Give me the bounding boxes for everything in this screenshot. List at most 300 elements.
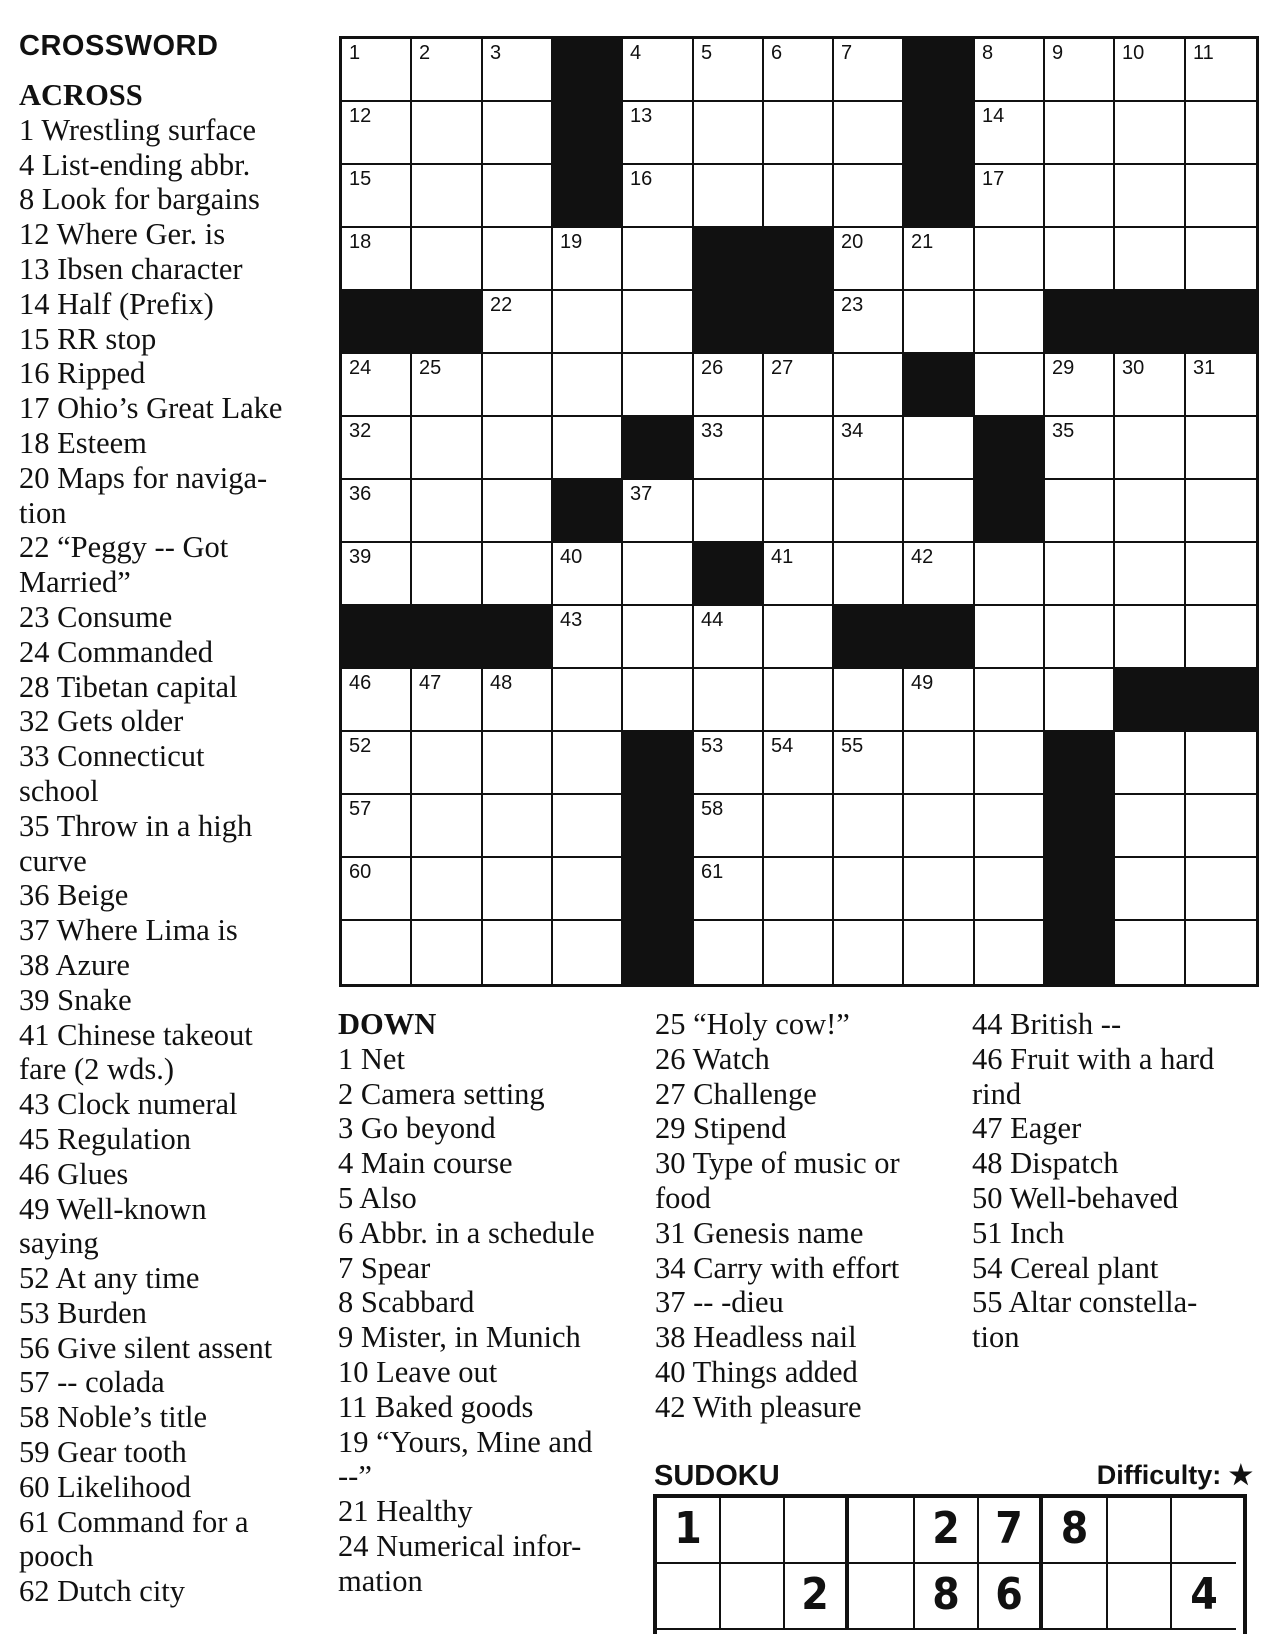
grid-cell[interactable]: [483, 858, 553, 921]
grid-cell[interactable]: [904, 228, 975, 291]
grid-cell[interactable]: [904, 795, 975, 858]
grid-block: [904, 606, 975, 669]
clue-number: 21: [911, 231, 934, 253]
grid-block: [1186, 291, 1256, 354]
grid-cell[interactable]: [412, 669, 483, 732]
sudoku-cell[interactable]: [849, 1498, 915, 1564]
grid-cell[interactable]: [975, 228, 1045, 291]
grid-cell[interactable]: [975, 732, 1045, 795]
grid-block: [975, 417, 1045, 480]
grid-cell[interactable]: [483, 39, 553, 102]
grid-cell[interactable]: [694, 606, 764, 669]
clue-line: 46 Fruit with a hard: [972, 1041, 1215, 1076]
grid-cell[interactable]: [553, 606, 623, 669]
clue-line: 21 Healthy: [338, 1494, 473, 1529]
clue-line: 9 Mister, in Munich: [338, 1320, 581, 1355]
grid-block: [623, 732, 694, 795]
grid-cell[interactable]: [483, 102, 553, 165]
grid-cell[interactable]: [1045, 606, 1115, 669]
grid-cell[interactable]: [764, 606, 834, 669]
grid-cell[interactable]: [553, 669, 623, 732]
grid-cell[interactable]: [694, 921, 764, 984]
grid-cell[interactable]: [483, 795, 553, 858]
grid-cell[interactable]: [694, 354, 764, 417]
grid-cell[interactable]: [904, 732, 975, 795]
grid-cell[interactable]: [834, 858, 904, 921]
grid-cell[interactable]: [834, 921, 904, 984]
clue-number: 60: [349, 861, 372, 883]
clue-line: curve: [19, 843, 87, 878]
grid-cell[interactable]: [412, 165, 483, 228]
grid-cell[interactable]: [483, 480, 553, 543]
grid-cell[interactable]: [834, 291, 904, 354]
grid-cell[interactable]: [623, 102, 694, 165]
across-clues: [19, 78, 299, 1609]
grid-cell[interactable]: [412, 921, 483, 984]
clue-number: 23: [841, 294, 864, 316]
clue-line: 24 Commanded: [19, 634, 213, 669]
grid-block: [1045, 732, 1115, 795]
clue-number: 12: [349, 105, 372, 127]
grid-cell[interactable]: [553, 732, 623, 795]
grid-cell[interactable]: [834, 165, 904, 228]
grid-cell[interactable]: [412, 354, 483, 417]
clue-number: 8: [982, 42, 994, 64]
grid-block: [1186, 669, 1256, 732]
grid-cell[interactable]: [342, 39, 412, 102]
grid-block: [904, 39, 975, 102]
clue-line: tion: [19, 495, 67, 530]
sudoku-cell[interactable]: [849, 1564, 915, 1630]
down-clues-col3: [972, 1007, 1262, 1355]
clue-number: 36: [349, 483, 372, 505]
clue-line: 8 Look for bargains: [19, 182, 260, 217]
clue-line: Married”: [19, 565, 131, 600]
grid-cell[interactable]: [694, 102, 764, 165]
grid-cell[interactable]: [623, 354, 694, 417]
grid-cell[interactable]: [694, 858, 764, 921]
clue-number: 18: [349, 231, 372, 253]
grid-cell[interactable]: [834, 102, 904, 165]
clue-line: 29 Stipend: [655, 1111, 787, 1146]
grid-cell[interactable]: [1115, 732, 1186, 795]
clue-number: 7: [841, 42, 853, 64]
sudoku-cell[interactable]: 2: [785, 1564, 849, 1630]
grid-cell[interactable]: [483, 354, 553, 417]
sudoku-cell[interactable]: [1043, 1564, 1108, 1630]
grid-cell[interactable]: [1186, 354, 1256, 417]
grid-block: [623, 417, 694, 480]
grid-cell[interactable]: [764, 39, 834, 102]
clue-number: 31: [1193, 357, 1216, 379]
clue-number: 5: [701, 42, 713, 64]
grid-cell[interactable]: [904, 480, 975, 543]
grid-cell[interactable]: [975, 606, 1045, 669]
grid-cell[interactable]: [623, 39, 694, 102]
grid-cell[interactable]: [342, 543, 412, 606]
grid-cell[interactable]: [342, 732, 412, 795]
grid-cell[interactable]: [553, 291, 623, 354]
grid-cell[interactable]: [412, 795, 483, 858]
clue-line: 38 Headless nail: [655, 1320, 857, 1355]
grid-cell[interactable]: [553, 858, 623, 921]
clue-line: 38 Azure: [19, 947, 130, 982]
grid-block: [412, 291, 483, 354]
across-heading: ACROSS: [19, 78, 143, 112]
grid-cell[interactable]: [1115, 228, 1186, 291]
grid-block: [694, 543, 764, 606]
clue-number: 19: [560, 231, 583, 253]
grid-block: [1045, 795, 1115, 858]
grid-block: [1115, 291, 1186, 354]
grid-cell[interactable]: [975, 354, 1045, 417]
grid-cell[interactable]: [1186, 165, 1256, 228]
down-heading: DOWN: [338, 1007, 437, 1041]
clue-number: 61: [701, 861, 724, 883]
grid-cell[interactable]: [553, 228, 623, 291]
clue-line: 45 Regulation: [19, 1121, 191, 1156]
grid-cell[interactable]: [483, 921, 553, 984]
clue-line: 20 Maps for naviga-: [19, 460, 268, 495]
clue-line: --”: [338, 1459, 372, 1494]
sudoku-cell[interactable]: 8: [1043, 1498, 1108, 1564]
grid-cell[interactable]: [342, 417, 412, 480]
clue-number: 48: [490, 672, 513, 694]
grid-cell[interactable]: [412, 228, 483, 291]
grid-cell[interactable]: [1115, 165, 1186, 228]
clue-number: 55: [841, 735, 864, 757]
grid-cell[interactable]: [834, 417, 904, 480]
grid-cell[interactable]: [1186, 480, 1256, 543]
clue-line: 14 Half (Prefix): [19, 286, 214, 321]
grid-cell[interactable]: [483, 165, 553, 228]
grid-block: [483, 606, 553, 669]
grid-cell[interactable]: [694, 165, 764, 228]
grid-cell[interactable]: [483, 228, 553, 291]
clue-line: 39 Snake: [19, 982, 132, 1017]
clue-number: 47: [419, 672, 442, 694]
grid-cell[interactable]: [1186, 102, 1256, 165]
grid-cell[interactable]: [553, 417, 623, 480]
sudoku-cell[interactable]: 8: [915, 1564, 979, 1630]
grid-block: [623, 858, 694, 921]
grid-cell[interactable]: [1186, 858, 1256, 921]
sudoku-cell[interactable]: 7: [979, 1498, 1043, 1564]
grid-cell[interactable]: [623, 606, 694, 669]
clue-line: mation: [338, 1563, 423, 1598]
grid-cell[interactable]: [553, 921, 623, 984]
clue-line: school: [19, 773, 99, 808]
grid-cell[interactable]: [1045, 543, 1115, 606]
grid-cell[interactable]: [975, 669, 1045, 732]
grid-cell[interactable]: [342, 165, 412, 228]
clue-line: 1 Wrestling surface: [19, 112, 257, 147]
grid-cell[interactable]: [483, 669, 553, 732]
clue-number: 41: [771, 546, 794, 568]
grid-cell[interactable]: [623, 480, 694, 543]
grid-cell[interactable]: [694, 795, 764, 858]
clue-line: 33 Connecticut: [19, 739, 205, 774]
clue-number: 17: [982, 168, 1005, 190]
grid-block: [904, 354, 975, 417]
clue-number: 54: [771, 735, 794, 757]
clue-number: 20: [841, 231, 864, 253]
sudoku-cell[interactable]: 6: [979, 1564, 1043, 1630]
grid-cell[interactable]: [975, 291, 1045, 354]
grid-cell[interactable]: [1045, 102, 1115, 165]
grid-block: [342, 606, 412, 669]
grid-cell[interactable]: [975, 795, 1045, 858]
clue-number: 40: [560, 546, 583, 568]
grid-cell[interactable]: [553, 543, 623, 606]
grid-cell[interactable]: [553, 795, 623, 858]
sudoku-cell[interactable]: [721, 1564, 785, 1630]
grid-cell[interactable]: [764, 921, 834, 984]
down-clues-col2: [655, 1007, 945, 1425]
grid-cell[interactable]: [623, 669, 694, 732]
clue-number: 4: [630, 42, 642, 64]
clue-line: 37 -- -dieu: [655, 1285, 784, 1320]
grid-cell[interactable]: [834, 39, 904, 102]
grid-cell[interactable]: [834, 732, 904, 795]
grid-cell[interactable]: [1115, 543, 1186, 606]
clue-number: 35: [1052, 420, 1075, 442]
grid-cell[interactable]: [975, 543, 1045, 606]
clue-line: 56 Give silent assent: [19, 1330, 273, 1365]
grid-cell[interactable]: [342, 669, 412, 732]
sudoku-grid: [653, 1494, 1247, 1634]
crossword-title: CROSSWORD: [19, 30, 219, 62]
clue-line: 26 Watch: [655, 1041, 770, 1076]
grid-cell[interactable]: [975, 165, 1045, 228]
clue-line: food: [655, 1180, 711, 1215]
clue-number: 25: [419, 357, 442, 379]
clue-line: 22 “Peggy -- Got: [19, 530, 229, 565]
grid-cell[interactable]: [412, 732, 483, 795]
grid-cell[interactable]: [1045, 669, 1115, 732]
grid-cell[interactable]: [975, 102, 1045, 165]
clue-number: 57: [349, 798, 372, 820]
grid-cell[interactable]: [764, 543, 834, 606]
sudoku-title: SUDOKU: [654, 1460, 780, 1492]
grid-cell[interactable]: [1045, 354, 1115, 417]
sudoku-cell[interactable]: [1108, 1564, 1172, 1630]
grid-cell[interactable]: [904, 858, 975, 921]
grid-block: [553, 39, 623, 102]
grid-cell[interactable]: [623, 228, 694, 291]
grid-cell[interactable]: [904, 291, 975, 354]
grid-cell[interactable]: [1115, 795, 1186, 858]
clue-line: 4 List-ending abbr.: [19, 147, 251, 182]
sudoku-cell[interactable]: [657, 1564, 721, 1630]
clue-line: 19 “Yours, Mine and: [338, 1424, 593, 1459]
grid-cell[interactable]: [975, 921, 1045, 984]
clue-line: 52 At any time: [19, 1261, 200, 1296]
grid-cell[interactable]: [834, 228, 904, 291]
grid-cell[interactable]: [694, 39, 764, 102]
grid-cell[interactable]: [1186, 606, 1256, 669]
grid-cell[interactable]: [342, 921, 412, 984]
grid-cell[interactable]: [1186, 228, 1256, 291]
clue-line: 15 RR stop: [19, 321, 157, 356]
clue-number: 3: [490, 42, 502, 64]
grid-cell[interactable]: [694, 732, 764, 795]
clue-line: 40 Things added: [655, 1354, 858, 1389]
grid-cell[interactable]: [764, 417, 834, 480]
grid-cell[interactable]: [412, 417, 483, 480]
grid-cell[interactable]: [342, 354, 412, 417]
grid-cell[interactable]: [342, 858, 412, 921]
clue-line: 54 Cereal plant: [972, 1250, 1159, 1285]
grid-cell[interactable]: [553, 354, 623, 417]
grid-cell[interactable]: [694, 669, 764, 732]
grid-cell[interactable]: [412, 543, 483, 606]
grid-cell[interactable]: [904, 417, 975, 480]
grid-cell[interactable]: [412, 480, 483, 543]
clue-number: 9: [1052, 42, 1064, 64]
clue-line: 61 Command for a: [19, 1504, 249, 1539]
grid-cell[interactable]: [834, 669, 904, 732]
clue-line: fare (2 wds.): [19, 1052, 174, 1087]
grid-cell[interactable]: [834, 543, 904, 606]
clue-number: 15: [349, 168, 372, 190]
grid-cell[interactable]: [904, 543, 975, 606]
clue-line: 23 Consume: [19, 599, 173, 634]
grid-block: [553, 165, 623, 228]
grid-cell[interactable]: [904, 669, 975, 732]
clue-number: 49: [911, 672, 934, 694]
clue-line: 57 -- colada: [19, 1365, 165, 1400]
down-clues-col1: [338, 1007, 628, 1599]
clue-number: 2: [419, 42, 431, 64]
grid-cell[interactable]: [975, 39, 1045, 102]
clue-number: 1: [349, 42, 361, 64]
grid-cell[interactable]: [1186, 795, 1256, 858]
grid-cell[interactable]: [1186, 39, 1256, 102]
sudoku-cell[interactable]: [1172, 1498, 1236, 1564]
grid-cell[interactable]: [1045, 228, 1115, 291]
clue-line: 7 Spear: [338, 1250, 431, 1285]
grid-block: [1045, 858, 1115, 921]
grid-cell[interactable]: [764, 669, 834, 732]
grid-cell[interactable]: [342, 228, 412, 291]
grid-cell[interactable]: [1045, 417, 1115, 480]
grid-cell[interactable]: [1115, 921, 1186, 984]
clue-line: 27 Challenge: [655, 1076, 817, 1111]
clue-line: 44 British --: [972, 1007, 1122, 1041]
grid-cell[interactable]: [764, 858, 834, 921]
grid-cell[interactable]: [1115, 102, 1186, 165]
grid-cell[interactable]: [1115, 417, 1186, 480]
grid-block: [975, 480, 1045, 543]
clue-number: 52: [349, 735, 372, 757]
grid-block: [1045, 291, 1115, 354]
grid-cell[interactable]: [1186, 732, 1256, 795]
sudoku-cell[interactable]: [721, 1498, 785, 1564]
grid-cell[interactable]: [834, 354, 904, 417]
grid-cell[interactable]: [834, 795, 904, 858]
clue-number: 30: [1122, 357, 1145, 379]
grid-cell[interactable]: [694, 480, 764, 543]
grid-cell[interactable]: [694, 417, 764, 480]
grid-cell[interactable]: [764, 732, 834, 795]
clue-line: 53 Burden: [19, 1295, 147, 1330]
grid-cell[interactable]: [764, 795, 834, 858]
sudoku-cell[interactable]: [785, 1498, 849, 1564]
grid-cell[interactable]: [1045, 165, 1115, 228]
grid-block: [623, 921, 694, 984]
grid-cell[interactable]: [1115, 480, 1186, 543]
grid-cell[interactable]: [1115, 354, 1186, 417]
sudoku-cell[interactable]: 1: [657, 1498, 721, 1564]
clue-number: 6: [771, 42, 783, 64]
grid-cell[interactable]: [1186, 543, 1256, 606]
grid-cell[interactable]: [412, 858, 483, 921]
grid-cell[interactable]: [342, 480, 412, 543]
clue-line: 12 Where Ger. is: [19, 217, 226, 252]
grid-cell[interactable]: [342, 795, 412, 858]
grid-cell[interactable]: [1115, 858, 1186, 921]
clue-line: pooch: [19, 1539, 94, 1574]
grid-block: [694, 291, 764, 354]
clue-line: 4 Main course: [338, 1146, 513, 1181]
sudoku-cell[interactable]: 2: [915, 1498, 979, 1564]
grid-block: [412, 606, 483, 669]
clue-number: 44: [701, 609, 724, 631]
clue-line: 47 Eager: [972, 1111, 1082, 1146]
clue-number: 10: [1122, 42, 1145, 64]
grid-cell[interactable]: [623, 165, 694, 228]
sudoku-cell[interactable]: 4: [1172, 1564, 1236, 1630]
grid-block: [764, 228, 834, 291]
clue-line: 5 Also: [338, 1180, 417, 1215]
clue-number: 22: [490, 294, 513, 316]
grid-cell[interactable]: [412, 39, 483, 102]
clue-line: 10 Leave out: [338, 1354, 498, 1389]
sudoku-cell[interactable]: [1108, 1498, 1172, 1564]
grid-cell[interactable]: [1186, 921, 1256, 984]
grid-cell[interactable]: [764, 480, 834, 543]
grid-cell[interactable]: [764, 102, 834, 165]
grid-cell[interactable]: [764, 354, 834, 417]
grid-cell[interactable]: [1045, 480, 1115, 543]
grid-cell[interactable]: [623, 291, 694, 354]
clue-line: 34 Carry with effort: [655, 1250, 900, 1285]
grid-block: [553, 102, 623, 165]
grid-cell[interactable]: [623, 543, 694, 606]
grid-cell[interactable]: [1115, 39, 1186, 102]
grid-cell[interactable]: [483, 732, 553, 795]
grid-cell[interactable]: [1115, 606, 1186, 669]
grid-cell[interactable]: [904, 921, 975, 984]
grid-cell[interactable]: [483, 543, 553, 606]
grid-cell[interactable]: [483, 417, 553, 480]
grid-block: [694, 228, 764, 291]
clue-line: 17 Ohio’s Great Lake: [19, 391, 283, 426]
grid-cell[interactable]: [483, 291, 553, 354]
sudoku-difficulty: Difficulty: ★: [1096, 1460, 1253, 1490]
grid-cell[interactable]: [975, 858, 1045, 921]
grid-cell[interactable]: [342, 102, 412, 165]
grid-cell[interactable]: [412, 102, 483, 165]
grid-cell[interactable]: [1186, 417, 1256, 480]
clue-number: 16: [630, 168, 653, 190]
grid-cell[interactable]: [764, 165, 834, 228]
grid-cell[interactable]: [834, 480, 904, 543]
grid-cell[interactable]: [1045, 39, 1115, 102]
clue-line: tion: [972, 1320, 1020, 1355]
clue-line: 46 Glues: [19, 1156, 129, 1191]
